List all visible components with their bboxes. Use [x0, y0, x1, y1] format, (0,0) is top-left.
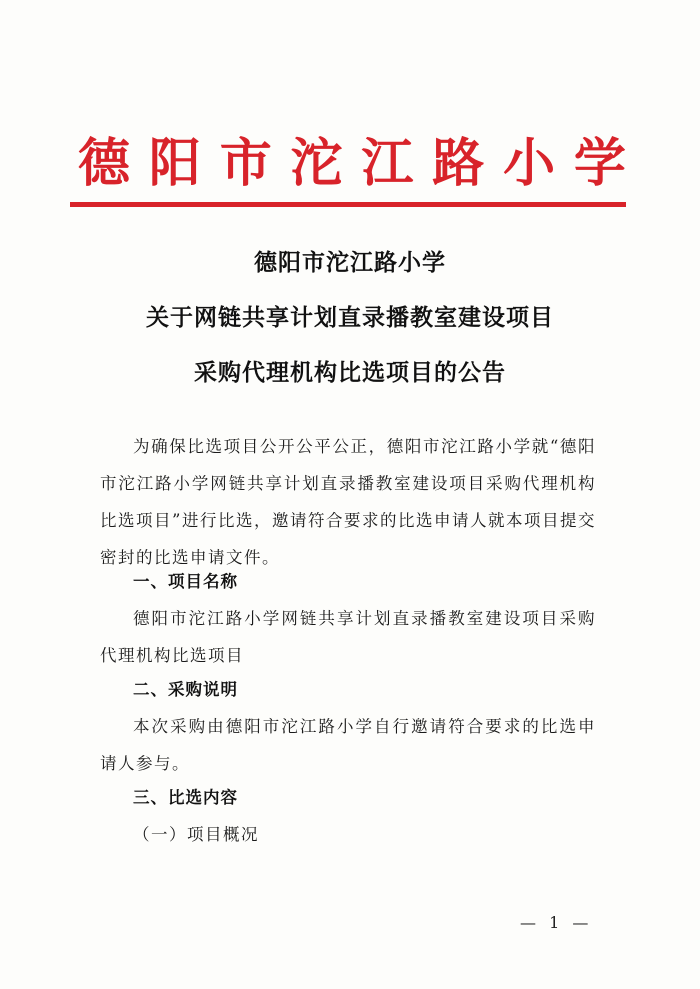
letterhead-rule — [70, 202, 626, 207]
section-text-2: 本次采购由德阳市沱江路小学自行邀请符合要求的比选申请人参与。 — [100, 717, 596, 773]
letterhead-char: 市 — [219, 133, 272, 194]
letterhead — [78, 132, 626, 196]
title-line-3: 采购代理机构比选项目的公告 — [194, 360, 506, 386]
letterhead-char: 德 — [78, 133, 131, 194]
letterhead-char: 沱 — [290, 133, 343, 194]
letterhead-char: 小 — [503, 133, 556, 194]
page-number: — 1 — — [520, 913, 593, 932]
letterhead-char: 学 — [573, 133, 626, 194]
section-subheading-3-1: （一）项目概况 — [133, 825, 259, 844]
letterhead-char: 路 — [432, 133, 485, 194]
section-text-1: 德阳市沱江路小学网链共享计划直录播教室建设项目采购代理机构比选项目 — [100, 609, 596, 665]
title-line-1: 德阳市沱江路小学 — [254, 250, 446, 276]
section-heading-1: 一、项目名称 — [133, 572, 238, 591]
section-heading-3: 三、比选内容 — [133, 788, 238, 807]
section-heading-2: 二、采购说明 — [133, 680, 238, 699]
letterhead-char: 阳 — [148, 133, 201, 194]
title-line-2: 关于网链共享计划直录播教室建设项目 — [146, 305, 554, 331]
letterhead-char: 江 — [361, 133, 414, 194]
intro-paragraph: 为确保比选项目公开公平公正，德阳市沱江路小学就“德阳市沱江路小学网链共享计划直录播教室建设项目采购代理机构比选项目”进行比选，邀请符合要求的比选申请人就本项目提交密封的比选申请文件。 — [100, 437, 596, 567]
